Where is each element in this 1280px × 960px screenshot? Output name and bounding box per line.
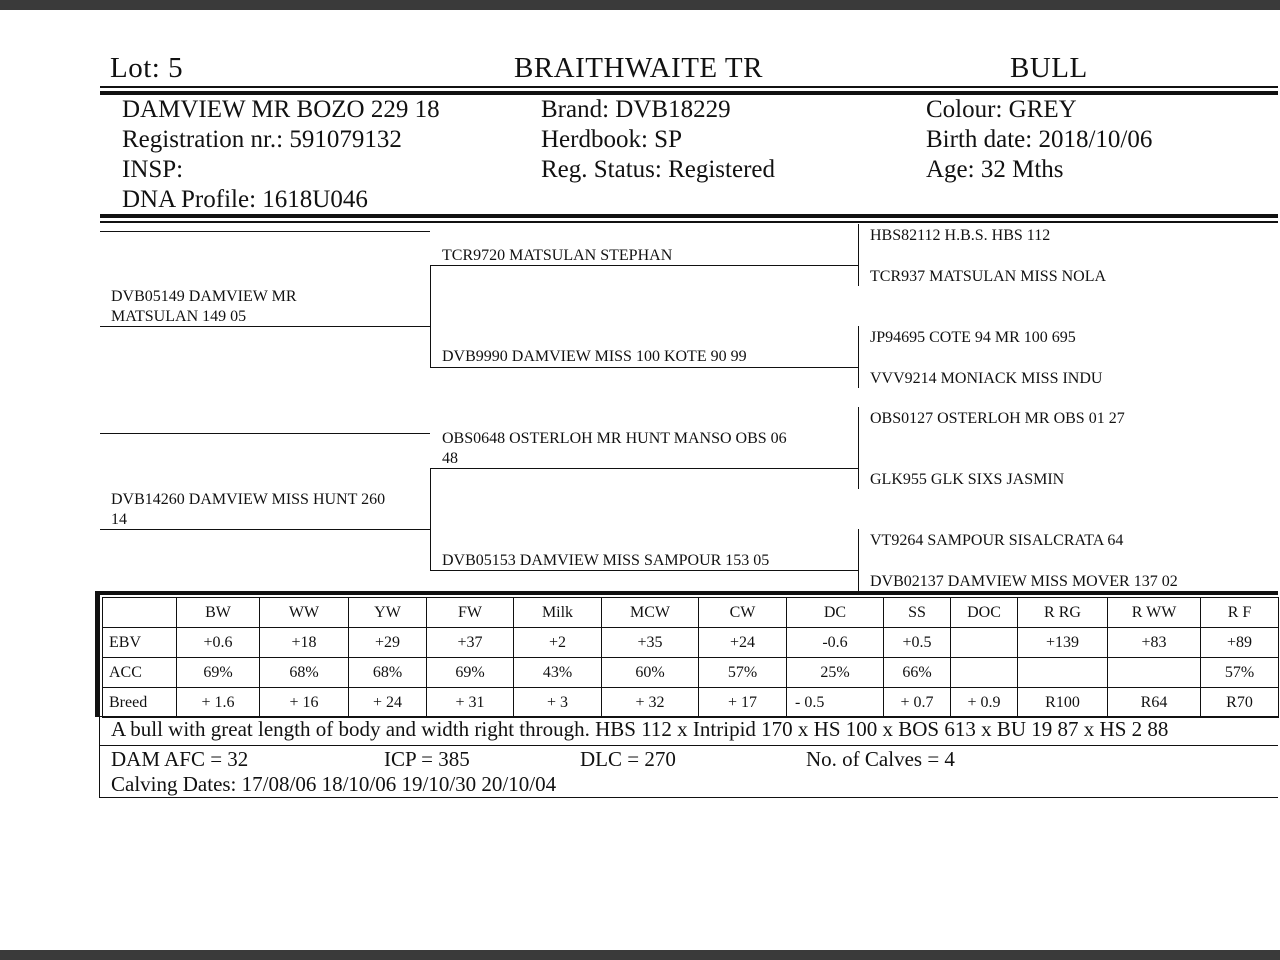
bull-comment: A bull with great length of body and width right through. HBS 112 x Intripid 170 x HS 100 x BOS 613 x BU 19 87 x HS 2 88 (111, 717, 1169, 741)
pedigree-dam-sire: OBS0648 OSTERLOH MR HUNT MANSO OBS 06 48 (442, 430, 787, 467)
breed-cell: + 1.6 (177, 688, 260, 718)
ebv-cell: +35 (602, 628, 699, 658)
comment-bottom-rule (99, 797, 1278, 798)
pedigree-dsd: GLK955 GLK SIXS JASMIN (870, 471, 1065, 488)
breed-cell: R100 (1018, 688, 1108, 718)
colour: Colour: GREY (926, 96, 1077, 123)
ebv-rule-top (95, 591, 1278, 595)
breed-cell: + 3 (514, 688, 602, 718)
animal-name: DAMVIEW MR BOZO 229 18 (122, 96, 440, 123)
age: Age: 32 Mths (926, 156, 1064, 183)
header-rule-thin (100, 86, 1278, 88)
top-bar (0, 0, 1280, 10)
column-header: DOC (951, 598, 1018, 628)
ebv-cell (951, 628, 1018, 658)
ebv-cell: +24 (699, 628, 787, 658)
pedigree-ssd: TCR937 MATSULAN MISS NOLA (870, 268, 1107, 285)
acc-cell: 69% (177, 658, 260, 688)
comment-mid-rule (100, 745, 1278, 746)
dam-dlc: DLC = 270 (580, 747, 676, 771)
breed-cell: - 0.5 (787, 688, 884, 718)
column-header: YW (349, 598, 427, 628)
column-header: R RG (1018, 598, 1108, 628)
breeder-name: BRAITHWAITE TR (514, 52, 763, 84)
acc-cell (1108, 658, 1201, 688)
ebv-cell: +83 (1108, 628, 1201, 658)
row-label: ACC (103, 658, 177, 688)
pedigree-line (430, 468, 431, 571)
ebv-header-row (103, 598, 1279, 628)
bottom-bar (0, 950, 1280, 960)
pedigree-sdd: VVV9214 MONIACK MISS INDU (870, 370, 1103, 387)
dam-afc: DAM AFC = 32 (111, 747, 249, 771)
ebv-cell: +37 (427, 628, 514, 658)
acc-cell (1018, 658, 1108, 688)
acc-cell: 60% (602, 658, 699, 688)
ebv-cell: +0.5 (884, 628, 951, 658)
column-header: FW (427, 598, 514, 628)
column-header: DC (787, 598, 884, 628)
info-rule-thin (100, 221, 1278, 223)
ebv-row-breed (103, 688, 1279, 718)
pedigree-dss: OBS0127 OSTERLOH MR OBS 01 27 (870, 410, 1125, 427)
insp-label: INSP: (122, 156, 184, 183)
pedigree-line (430, 265, 431, 368)
ebv-rule-left (95, 591, 100, 717)
column-header: CW (699, 598, 787, 628)
breed-cell: + 16 (260, 688, 349, 718)
pedigree-line (858, 224, 859, 286)
pedigree-sire-dam: DVB9990 DAMVIEW MISS 100 KOTE 90 99 (442, 348, 747, 365)
acc-cell (951, 658, 1018, 688)
column-header (103, 598, 177, 628)
acc-cell: 57% (1201, 658, 1279, 688)
breed-cell: + 0.7 (884, 688, 951, 718)
column-header: BW (177, 598, 260, 628)
pedigree-dds: VT9264 SAMPOUR SISALCRATA 64 (870, 532, 1124, 549)
pedigree-line (858, 529, 859, 591)
column-header: R F (1201, 598, 1279, 628)
ebv-table (102, 597, 1279, 718)
column-header: Milk (514, 598, 602, 628)
info-rule-thick (100, 214, 1278, 218)
comment-left-rule (99, 716, 100, 797)
registration-number: Registration nr.: 591079132 (122, 126, 402, 153)
ebv-cell: +29 (349, 628, 427, 658)
breed-cell: R70 (1201, 688, 1279, 718)
column-header: R WW (1108, 598, 1201, 628)
pedigree-sss: HBS82112 H.B.S. HBS 112 (870, 227, 1051, 244)
dam-icp: ICP = 385 (384, 747, 470, 771)
breed-cell: + 0.9 (951, 688, 1018, 718)
dam-calves: No. of Calves = 4 (806, 747, 955, 771)
column-header: WW (260, 598, 349, 628)
ebv-cell: -0.6 (787, 628, 884, 658)
breed-cell: + 17 (699, 688, 787, 718)
sex-label: BULL (1010, 52, 1088, 84)
column-header: MCW (602, 598, 699, 628)
birth-date: Birth date: 2018/10/06 (926, 126, 1153, 153)
pedigree-line (858, 326, 859, 388)
dna-profile: DNA Profile: 1618U046 (122, 186, 368, 213)
pedigree-sds: JP94695 COTE 94 MR 100 695 (870, 329, 1076, 346)
pedigree-line (430, 367, 858, 368)
acc-cell: 68% (349, 658, 427, 688)
row-label: EBV (103, 628, 177, 658)
breed-cell: + 32 (602, 688, 699, 718)
breed-cell: + 24 (349, 688, 427, 718)
column-header: SS (884, 598, 951, 628)
acc-cell: 69% (427, 658, 514, 688)
acc-cell: 68% (260, 658, 349, 688)
ebv-cell: +18 (260, 628, 349, 658)
ebv-cell: +89 (1201, 628, 1279, 658)
acc-cell: 57% (699, 658, 787, 688)
reg-status: Reg. Status: Registered (541, 156, 775, 183)
acc-cell: 66% (884, 658, 951, 688)
lot-number: Lot: 5 (110, 52, 184, 84)
pedigree-sire-sire: TCR9720 MATSULAN STEPHAN (442, 247, 673, 264)
ebv-cell: +2 (514, 628, 602, 658)
herdbook: Herdbook: SP (541, 126, 682, 153)
brand: Brand: DVB18229 (541, 96, 731, 123)
row-label: Breed (103, 688, 177, 718)
pedigree-ddd: DVB02137 DAMVIEW MISS MOVER 137 02 (870, 573, 1178, 590)
pedigree-dam-dam: DVB05153 DAMVIEW MISS SAMPOUR 153 05 (442, 552, 770, 569)
ebv-row-ebv (103, 628, 1279, 658)
pedigree-dam: DVB14260 DAMVIEW MISS HUNT 260 14 (111, 491, 386, 528)
ebv-cell: +139 (1018, 628, 1108, 658)
pedigree-line (100, 231, 430, 232)
breed-cell: + 31 (427, 688, 514, 718)
ebv-row-acc (103, 658, 1279, 688)
pedigree-line (100, 433, 430, 434)
acc-cell: 25% (787, 658, 884, 688)
header-rule-thick (100, 91, 1278, 95)
calving-dates: Calving Dates: 17/08/06 18/10/06 19/10/30 20/10/04 (111, 772, 557, 796)
acc-cell: 43% (514, 658, 602, 688)
ebv-cell: +0.6 (177, 628, 260, 658)
breed-cell: R64 (1108, 688, 1201, 718)
pedigree-sire: DVB05149 DAMVIEW MR MATSULAN 149 05 (111, 288, 297, 325)
pedigree-line (858, 407, 859, 489)
